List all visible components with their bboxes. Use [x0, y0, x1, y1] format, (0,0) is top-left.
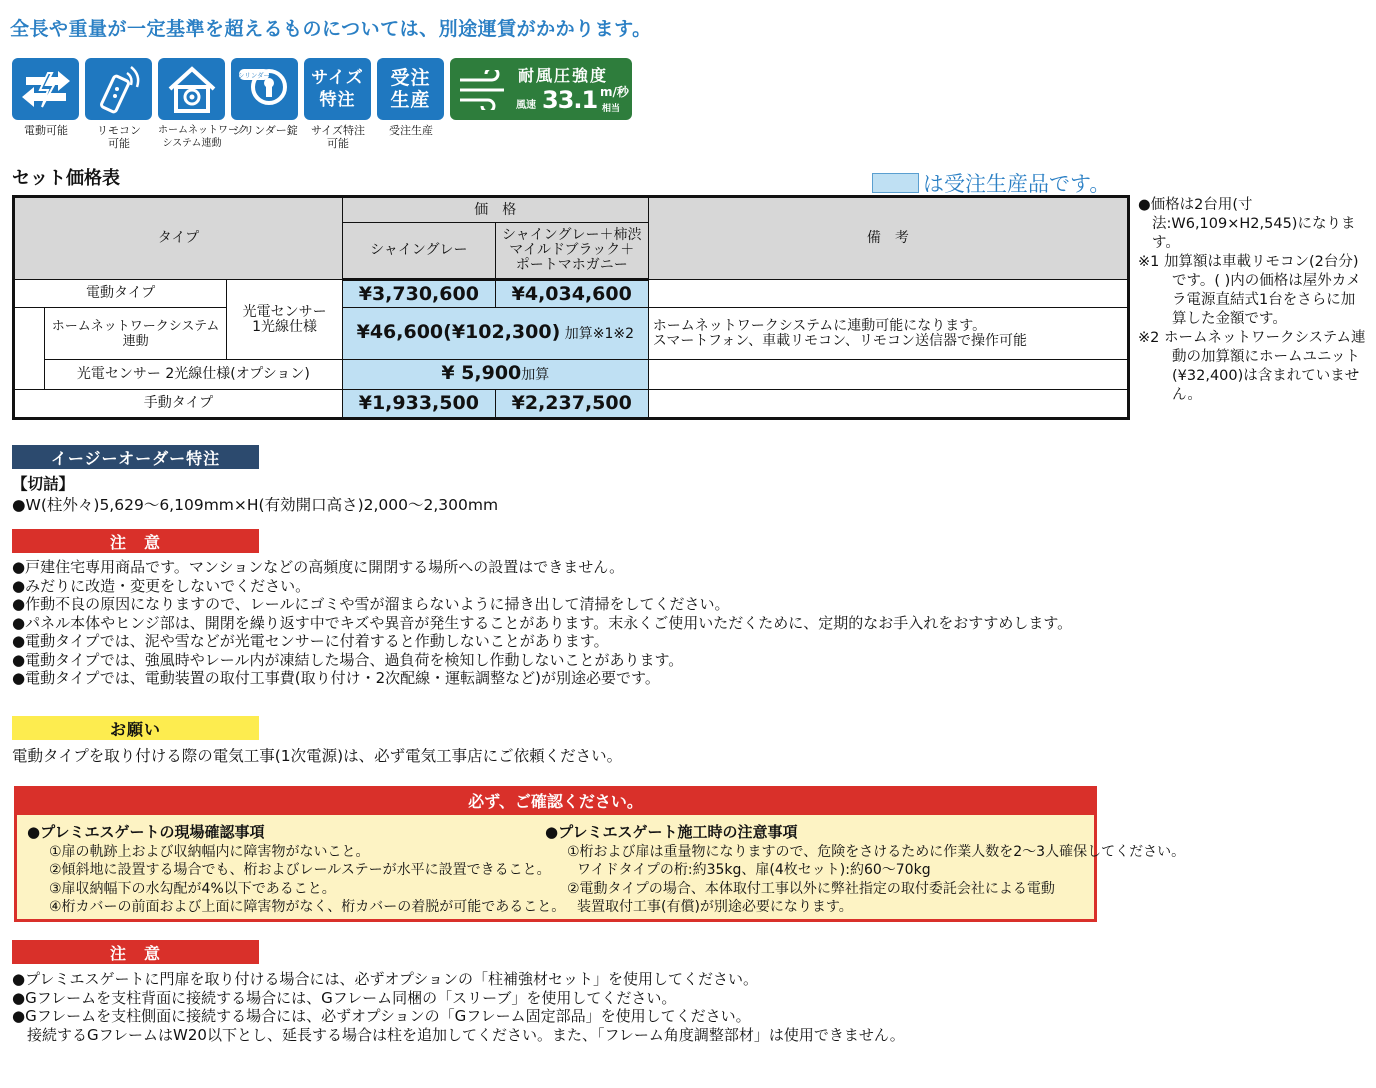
- caution-item: ●戸建住宅専用商品です。マンションなどの高頻度に開閉する場所への設置はできません。: [12, 558, 625, 576]
- wind-resistance-badge: [450, 58, 632, 120]
- caution-item: ●パネル本体やヒンジ部は、開閉を繰り返す中でキズや異音が発生することがあります。末永くご使用いただくために、定期的なお手入れをおすすめします。: [12, 613, 1073, 632]
- price-note: ※2 ホームネットワークシステム連動の加算額にホームユニット(¥32,400)は含まれていません。: [1138, 330, 1366, 403]
- row-sensor2-label: 光電センサー 2光線仕様(オプション): [44, 360, 342, 390]
- icon-caption: サイズ特注 可能: [310, 124, 366, 150]
- feature-home-network: [158, 58, 248, 150]
- custom-size-icon: サイズ 特注: [304, 58, 371, 120]
- caution-item: 接続するGフレームはW20以下とし、延長する場合は柱を追加してください。また、「フレーム角度調整部材」は使用できません。: [12, 1025, 905, 1044]
- caution-item: ●作動不良の原因になりますので、レールにゴミや雪が溜まらないように掃き出して清掃をしてください。: [12, 595, 730, 613]
- icon-caption: ホームネットワーク システム連動: [158, 125, 248, 149]
- wind-label: 風速: [516, 100, 536, 111]
- row-home-network-label: ホームネットワークシステム連動: [44, 308, 226, 360]
- home-network-price: ¥46,600(¥102,300) 加算※1※2: [342, 308, 648, 360]
- caution-heading-1: 注 意: [12, 529, 259, 553]
- home-network-icon: [158, 58, 225, 120]
- install-caution-list: [545, 823, 1185, 917]
- feature-custom-size: [304, 58, 372, 150]
- sensor2-price: ¥ 5,900加算: [342, 360, 648, 390]
- row-manual-label: 手動タイプ: [14, 390, 343, 419]
- install-caution-item: 装置取付工事(有償)が別途必要になります。: [577, 899, 853, 915]
- photo-sensor-label: 光電センサー 1光線仕様: [227, 280, 343, 360]
- confirm-box: [14, 786, 1186, 922]
- made-to-order-icon: 受注 生産: [377, 58, 444, 120]
- caution-item: ●電動タイプでは、電動装置の取付工事費(取り付け・2次配線・運転調整など)が別途必要です。: [12, 669, 660, 687]
- icon-caption: リモコン 可能: [97, 124, 141, 150]
- site-check-list: [27, 823, 565, 917]
- install-caution-item: ワイドタイプの桁:約35kg、扉(4枚セット):約60〜70kg: [577, 862, 931, 878]
- sensor2-remark: [648, 360, 1128, 390]
- wind-title: 耐風圧強度: [518, 66, 609, 85]
- feature-motorized: [12, 58, 80, 137]
- legend-text: は受注生産品です。: [923, 172, 1111, 196]
- wind-value: 33.1: [542, 86, 598, 114]
- site-check-item: ②傾斜地に設置する場合でも、桁およびレールステーが水平に設置できること。: [49, 862, 551, 878]
- motorized-icon: [12, 58, 79, 120]
- electric-price-shine: ¥3,730,600: [342, 280, 495, 308]
- request-heading: お願い: [12, 716, 259, 740]
- install-caution-item: ①桁および扉は重量物になりますので、危険をさけるために作業人数を2〜3人確保してください。: [567, 843, 1186, 860]
- manual-remark: [648, 390, 1128, 419]
- request-text: 電動タイプを取り付ける際の電気工事(1次電源)は、必ず電気工事店にご依頼ください。: [12, 747, 623, 765]
- caution-item: ●みだりに改造・変更をしないでください。: [12, 576, 311, 595]
- row-electric-label: 電動タイプ: [14, 280, 227, 308]
- cut-label: 【切詰】: [12, 475, 75, 493]
- electric-remark: [648, 280, 1128, 308]
- electric-price-other: ¥4,034,600: [495, 280, 648, 308]
- headline: 全長や重量が一定基準を超えるものについては、別途運賃がかかります。: [10, 18, 652, 40]
- price-note: ※1 加算額は車載リモコン(2台分)です。( )内の価格は屋外カメラ電源直結式1台をさらに加算した金額です。: [1138, 254, 1361, 327]
- legend-swatch: [872, 173, 919, 193]
- col-header-other-colors: シャイングレー＋柿渋 マイルドブラック＋ ポートマホガニー: [495, 223, 648, 280]
- col-header-price: 価 格: [342, 197, 648, 223]
- col-header-type: タイプ: [14, 197, 343, 280]
- col-header-remarks: 備 考: [648, 197, 1128, 280]
- caution-list-2: [12, 970, 905, 1044]
- price-table: [12, 195, 1130, 420]
- svg-text:シリンダー: シリンダー: [237, 71, 270, 80]
- manual-price-shine: ¥1,933,500: [342, 390, 495, 419]
- legend: [872, 168, 1110, 198]
- icon-caption: 電動可能: [24, 124, 68, 137]
- install-caution-title: ●プレミエスゲート施工時の注意事項: [545, 823, 798, 841]
- wind-unit: m/秒: [600, 85, 629, 99]
- caution-item: ●電動タイプでは、泥や雪などが光電センサーに付着すると作動しないことがあります。: [12, 632, 609, 650]
- easy-order-heading: イージーオーダー特注: [12, 445, 259, 469]
- wind-icon: [458, 70, 512, 110]
- feature-made-to-order: [377, 58, 445, 137]
- feature-icons: [12, 58, 642, 158]
- caution-item: ●Gフレームを支柱背面に接続する場合には、Gフレーム同梱の「スリーブ」を使用してください。: [12, 988, 677, 1007]
- remote-icon: [85, 58, 152, 120]
- caution-item: ●プレミエスゲートに門扉を取り付ける場合には、必ずオプションの「柱補強材セット」を使用してください。: [12, 970, 758, 988]
- wind-sub: 相当: [602, 104, 621, 114]
- icon-caption: 受注生産: [389, 124, 433, 137]
- price-notes: [1138, 196, 1368, 405]
- manual-price-other: ¥2,237,500: [495, 390, 648, 419]
- site-check-item: ③扉収納幅下の水勾配が4%以下であること。: [49, 880, 336, 897]
- icon-caption: シリンダー錠: [232, 124, 298, 137]
- install-caution-item: ②電動タイプの場合、本体取付工事以外に弊社指定の取付委託会社による電動: [567, 880, 1055, 897]
- col-header-shine-grey: シャイングレー: [342, 223, 495, 280]
- site-check-title: ●プレミエスゲートの現場確認事項: [27, 823, 265, 841]
- confirm-heading: 必ず、ご確認ください。: [17, 789, 1094, 815]
- caution-heading-2: 注 意: [12, 940, 259, 964]
- cut-text: ●W(柱外々)5,629〜6,109mm×H(有効開口高さ)2,000〜2,300mm: [12, 496, 499, 514]
- home-network-remark: ホームネットワークシステムに連動可能になります。 スマートフォン、車載リモコン、リモコン送信器で操作可能: [648, 308, 1128, 360]
- feature-cylinder-lock: [231, 58, 299, 137]
- indent-spacer: [14, 308, 45, 390]
- site-check-item: ①扉の軌跡上および収納幅内に障害物がないこと。: [49, 843, 370, 860]
- feature-remote: [85, 58, 153, 150]
- site-check-item: ④桁カバーの前面および上面に障害物がなく、桁カバーの着脱が可能であること。: [49, 899, 566, 915]
- caution-item: ●Gフレームを支柱側面に接続する場合には、必ずオプションの「Gフレーム固定部品」を使用してください。: [12, 1007, 751, 1025]
- price-note: ●価格は2台用(寸法:W6,109×H2,545)になります。: [1138, 197, 1356, 251]
- section-title: セット価格表: [12, 168, 120, 189]
- cylinder-lock-icon: [231, 58, 298, 120]
- caution-item: ●電動タイプでは、強風時やレール内が凍結した場合、過負荷を検知し作動しないことがあります。: [12, 650, 684, 669]
- caution-list-1: [12, 558, 1072, 688]
